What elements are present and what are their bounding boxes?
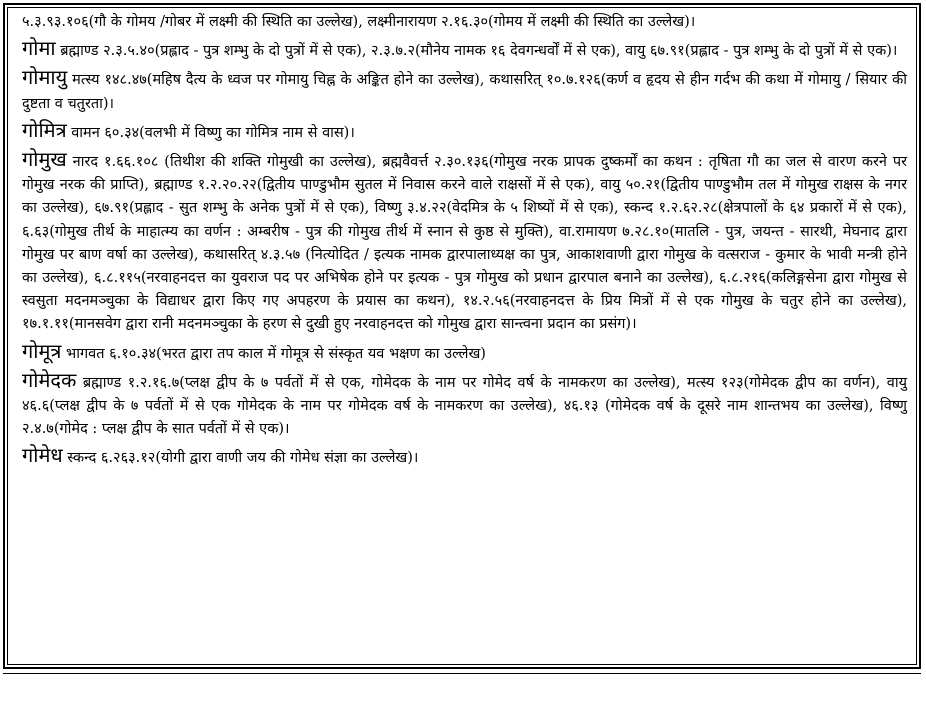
headword: गोमेध	[22, 443, 63, 468]
bottom-divider	[3, 673, 921, 674]
entry-gomedaka	[22, 369, 907, 442]
entry-text: वामन ६०.३४(वलभी में विष्णु का गोमित्र नाम से वास)।	[66, 124, 355, 141]
document-body	[7, 7, 917, 665]
headword: गोमूत्र	[22, 338, 62, 363]
headword: गोमा	[22, 36, 56, 61]
entry-gomutra	[22, 340, 907, 366]
entry-text: भागवत ६.१०.३४(भरत द्वारा तप काल में गोमूत्र से संस्कृत यव भक्षण का उल्लेख)	[61, 345, 486, 362]
entry-continuation	[22, 11, 907, 34]
headword: गोमित्र	[22, 117, 67, 142]
entry-text: नारद १.६६.१०८ (तिथीश की शक्ति गोमुखी का उल्लेख), ब्रह्मवैवर्त्त २.३०.१३६(गोमुख नरक प्रापक दुष्कर्मों का कथन : तृषिता गौ का जल से वारण करने पर गोमुख नरक की प्राप्ति), ब्रह्माण्ड १.२.२०.२२(द्वितीय पाण्डुभौम सुतल में निवास करने वाले राक्षसों में से एक), वायु ५०.२१(द्वितीय पाण्डुभौम तल में गोमुख राक्षस के नगर का उल्लेख), ६७.९१(प्रह्लाद - सुत शम्भु के अनेक पुत्रों में से एक), विष्णु ३.४.२२(वेदमित्र के ५ शिष्यों में से एक), स्कन्द १.२.६२.२८(क्षेत्रपालों के ६४ प्रकारों में से एक), ६.६३(गोमुख तीर्थ के माहात्म्य का वर्णन : अम्बरीष - पुत्र की गोमुख तीर्थ में स्नान से कुष्ठ से मुक्ति), वा.रामायण ७.२८.१०(मातलि - पुत्र, जयन्त - सारथी, मेघनाद द्वारा गोमुख पर बाण वर्षा का उल्लेख), कथासरित् ४.३.५७ (नित्योदित / इत्यक नामक द्वारपालाध्यक्ष का पुत्र, आकाशवाणी द्वारा गोमुख के वत्सराज - कुमार के भावी मन्त्री होने का उल्लेख), ६.८.११५(नरवाहनदत्त का युवराज पद पर अभिषेक होने पर इत्यक - पुत्र गोमुख को प्रधान द्वारपाल बनाने का उल्लेख), ६.८.२१६(कलिङ्गसेना द्वारा गोमुख से स्वसुता मदनमञ्चुका के विद्याधर द्वारा किए गए अपहरण के प्रयास का कथन), १४.२.५६(नरवाहनदत्त के प्रिय मित्रों में से एक गोमुख के चतुर होने का उल्लेख), १७.१.११(मानसवेग द्वारा रानी मदनमञ्चुका के हरण से दुखी हुए नरवाहनदत्त को गोमुख द्वारा सान्त्वना प्रदान का प्रसंग)।	[22, 154, 907, 333]
headword: गोमेदक	[22, 367, 77, 392]
entry-text: स्कन्द ६.२६३.१२(योगी द्वारा वाणी जय की गोमेध संज्ञा का उल्लेख)।	[62, 450, 419, 467]
headword: गोमायु	[22, 65, 68, 90]
entry-gomayu	[22, 66, 907, 115]
entry-gomukha	[22, 148, 907, 337]
entry-text: ५.३.९३.१०६(गौ के गोमय /गोबर में लक्ष्मी की स्थिति का उल्लेख), लक्ष्मीनारायण २.१६.३०(गोमय में लक्ष्मी की स्थिति का उल्लेख)।	[22, 14, 696, 30]
entry-text: ब्रह्माण्ड २.३.५.४०(प्रह्लाद - पुत्र शम्भु के दो पुत्रों में से एक), २.३.७.२(मौनेय नामक १६ देवगन्धर्वों में से एक), वायु ६७.९१(प्रह्लाद - पुत्र शम्भु के दो पुत्रों में से एक)।	[55, 43, 898, 60]
headword: गोमुख	[22, 147, 67, 172]
entry-text: ब्रह्माण्ड १.२.१६.७(प्लक्ष द्वीप के ७ पर्वतों में से एक, गोमेदक के नाम पर गोमेद वर्ष के नामकरण का उल्लेख), मत्स्य १२३(गोमेदक द्वीप का वर्णन), वायु ४६.६(प्लक्ष द्वीप के ७ पर्वतों में से एक गोमेदक के नाम पर गोमेदक वर्ष के नामकरण का उल्लेख), ४६.१३ (गोमेदक वर्ष के दूसरे नाम शान्तभय का उल्लेख), विष्णु २.४.७(गोमेद : प्लक्ष द्वीप के सात पर्वतों में से एक)।	[22, 374, 907, 438]
entry-gomitra	[22, 119, 907, 145]
entry-text: मत्स्य १४८.४७(महिष दैत्य के ध्वज पर गोमायु चिह्न के अङ्कित होने का उल्लेख), कथासरित् १०.७.१२६(कर्ण व हृदय से हीन गर्दभ की कथा में गोमायु / सियार की दुष्टता व चतुरता)।	[22, 72, 907, 112]
outer-border	[3, 3, 921, 669]
entry-gomedha	[22, 444, 907, 470]
entry-goma	[22, 37, 907, 63]
